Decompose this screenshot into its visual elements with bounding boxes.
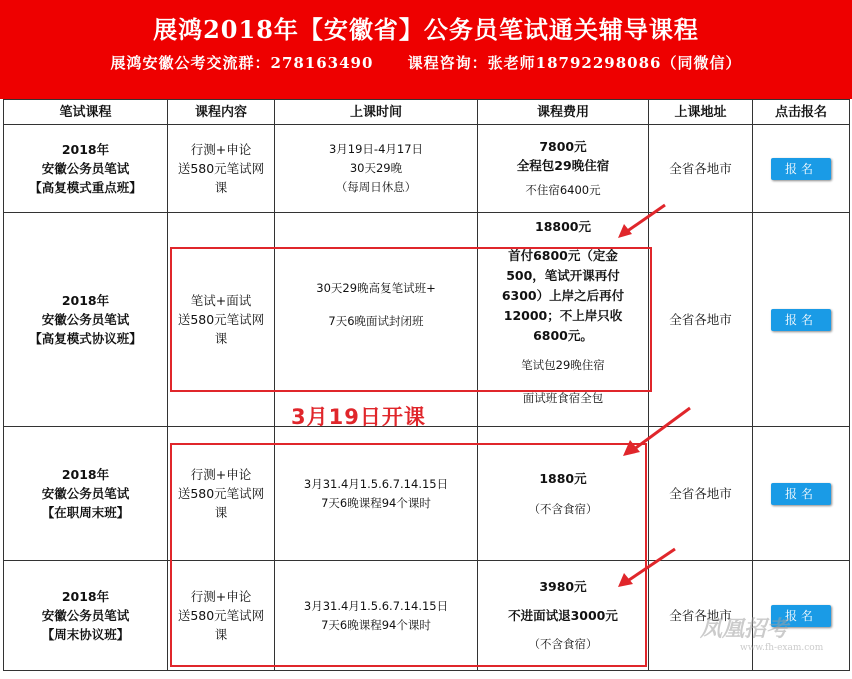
fee-detail-line: 6800元。	[533, 328, 593, 343]
time-line: 30天29晚高复笔试班+	[316, 280, 436, 295]
time-line: （每周日休息）	[335, 180, 417, 194]
course-title: 安徽公务员笔试	[41, 608, 130, 623]
table-row	[4, 213, 850, 427]
course-time	[275, 561, 478, 671]
start-date-note: 3月19日开课	[291, 405, 426, 429]
course-table	[3, 99, 850, 671]
course-title: 安徽公务员笔试	[41, 312, 130, 327]
content-line: 课	[214, 505, 228, 520]
content-line: 送580元笔试网	[177, 161, 265, 176]
fee-note: （不含食宿）	[528, 637, 598, 651]
header-content: 课程内容	[168, 100, 275, 125]
signup-cell	[753, 213, 850, 427]
course-content	[168, 427, 275, 561]
course-name	[4, 125, 168, 213]
fee-amount: 1880元	[539, 470, 587, 486]
course-location: 全省各地市	[649, 125, 753, 213]
course-content	[168, 561, 275, 671]
course-class: 【高复模式重点班】	[29, 180, 142, 195]
course-time	[275, 213, 478, 427]
watermark-url: www.fh-exam.com	[740, 643, 824, 653]
header-signup: 点击报名	[753, 100, 850, 125]
fee-amount: 7800元	[539, 139, 587, 154]
course-title: 安徽公务员笔试	[41, 486, 130, 501]
course-time	[275, 427, 478, 561]
time-line: 7天6晚课程94个课时	[321, 495, 431, 510]
course-name	[4, 213, 168, 427]
content-line: 行测+申论	[190, 589, 252, 604]
content-line: 送580元笔试网	[177, 608, 265, 623]
signup-button[interactable]: 报名	[771, 309, 831, 331]
content-line: 行测+申论	[190, 142, 252, 157]
fee-sub: 不进面试退3000元	[508, 608, 618, 623]
consult-text: 课程咨询：张老师18792298086（同微信）	[407, 54, 742, 72]
course-title: 安徽公务员笔试	[41, 161, 130, 176]
fee-note: 不住宿6400元	[525, 183, 601, 197]
time-line: 3月31.4月1.5.6.7.14.15日	[303, 598, 449, 613]
signup-cell	[753, 427, 850, 561]
time-line: 7天6晚面试封闭班	[328, 313, 424, 328]
header-course: 笔试课程	[4, 100, 168, 125]
table-row	[4, 427, 850, 561]
time-line: 3月31.4月1.5.6.7.14.15日	[303, 476, 449, 491]
fee-amount: 18800元	[535, 219, 591, 234]
content-line: 课	[214, 627, 228, 642]
course-name	[4, 561, 168, 671]
signup-cell	[753, 125, 850, 213]
fee-detail	[480, 246, 646, 346]
table-header-row	[4, 100, 850, 125]
content-line: 送580元笔试网	[177, 486, 265, 501]
header-time: 上课时间	[275, 100, 478, 125]
signup-button[interactable]: 报名	[771, 605, 831, 627]
course-year: 2018年	[61, 142, 110, 157]
contact-line	[0, 52, 852, 73]
course-fee	[478, 561, 649, 671]
course-class: 【高复模式协议班】	[29, 331, 142, 346]
fee-amount: 3980元	[539, 579, 587, 594]
course-year: 2018年	[61, 589, 110, 604]
header-banner	[0, 0, 852, 99]
table-row	[4, 125, 850, 213]
fee-detail-line: 500，笔试开课再付	[506, 268, 620, 283]
course-location: 全省各地市	[649, 213, 753, 427]
watermark-text: 凤凰招考	[700, 616, 789, 642]
course-location: 全省各地市	[649, 561, 753, 671]
course-content	[168, 213, 275, 427]
header-fee: 课程费用	[478, 100, 649, 125]
course-time	[275, 125, 478, 213]
fee-note: （不含食宿）	[528, 501, 598, 516]
page-title: 展鸿2018年【安徽省】公务员笔试通关辅导课程	[153, 15, 699, 44]
course-fee	[478, 427, 649, 561]
course-class: 【周末协议班】	[41, 627, 130, 642]
time-line: 30天29晚	[349, 161, 403, 175]
signup-button[interactable]: 报名	[771, 483, 831, 505]
course-fee	[478, 125, 649, 213]
content-line: 笔试+面试	[190, 293, 252, 308]
time-line: 7天6晚课程94个课时	[321, 617, 431, 632]
content-line: 送580元笔试网	[177, 312, 265, 327]
course-location: 全省各地市	[649, 427, 753, 561]
watermark-logo	[700, 612, 823, 653]
course-name	[4, 427, 168, 561]
content-line: 课	[214, 331, 228, 346]
signup-button[interactable]: 报名	[771, 158, 831, 180]
fee-sub: 全程包29晚住宿	[516, 158, 610, 173]
fee-detail-line: 12000；不上岸只收	[503, 308, 623, 323]
header-location: 上课地址	[649, 100, 753, 125]
course-class: 【在职周末班】	[41, 505, 130, 520]
course-year: 2018年	[61, 467, 110, 482]
fee-note: 面试班食宿全包	[522, 391, 604, 405]
course-year: 2018年	[61, 293, 110, 308]
fee-note: 笔试包29晚住宿	[521, 358, 605, 372]
content-line: 课	[214, 180, 228, 195]
course-fee	[478, 213, 649, 427]
time-line: 3月19日-4月17日	[328, 142, 424, 156]
fee-detail-line: 6300）上岸之后再付	[501, 288, 625, 303]
course-content	[168, 125, 275, 213]
qq-group-text: 展鸿安徽公考交流群：278163490	[110, 54, 374, 72]
fee-detail-line: 首付6800元（定金	[508, 248, 618, 263]
content-line: 行测+申论	[190, 467, 252, 482]
